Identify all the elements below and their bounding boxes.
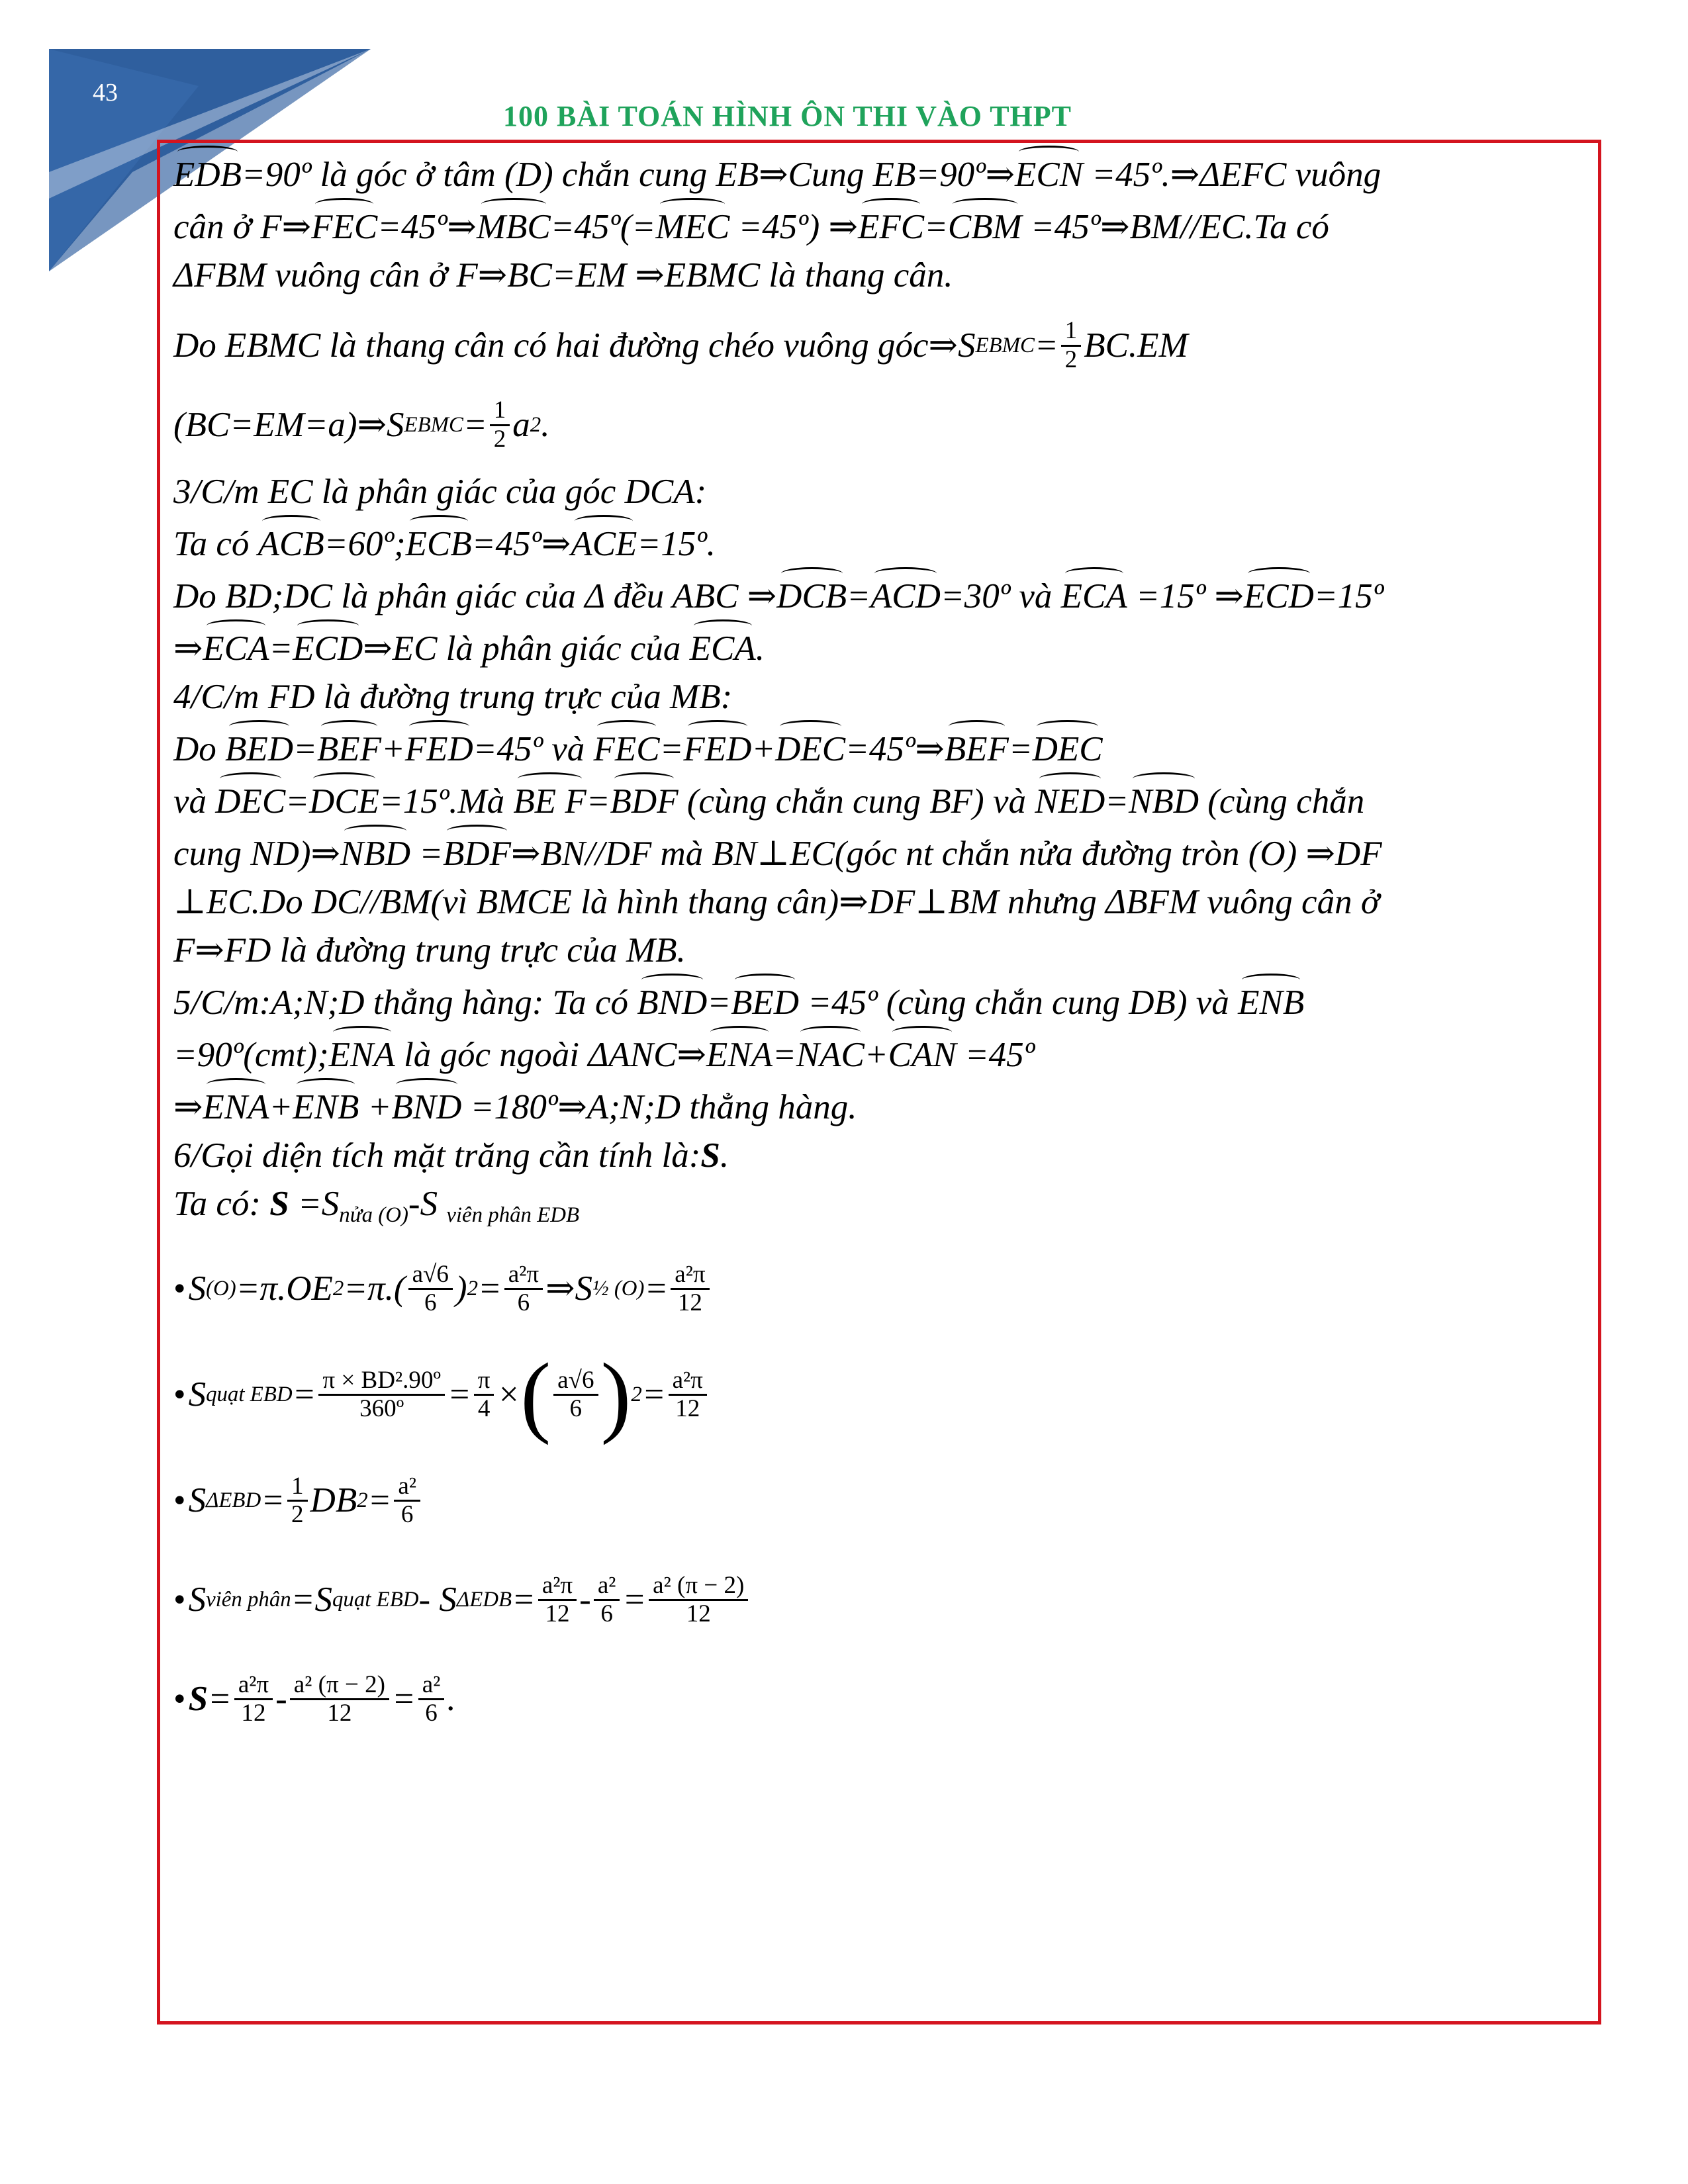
text-line: ΔFBM vuông cân ở F⇒BC=EM ⇒EBMC là thang cân. [173, 256, 953, 295]
text-line: F⇒FD là đường trung trực của MB. [173, 931, 686, 970]
text-line: cân ở F⇒FEC=45º⇒MBC=45º(=MEC =45º) ⇒EFC=CBM =45º⇒BM//EC.Ta có [173, 199, 1577, 251]
text-line: (BC=EM=a)⇒S EBMC = $\frac{1}{2}$ a 2 . [173, 396, 550, 453]
page-number: 43 [93, 79, 118, 107]
text-line: Ta có ACB=60º;ECB=45º⇒ACE=15º. [173, 516, 1577, 569]
formula-segment-area: • S viên phân =S quạt EBD - S ΔEDB = $\frac{\text{a²π}}{12}$ - $\frac{\text{a²}}{6}$ = $\frac{\text{a² (π − 2)}}{12}$ [173, 1551, 1577, 1650]
text-line: Do EBMC là thang cân có hai đường chéo vuông góc⇒S EBMC = $\frac{1}{2}$ BC.EM [173, 316, 1188, 373]
text-line: EDB=90º là góc ở tâm (D) chắn cung EB⇒Cung EB=90º⇒ECN =45º.⇒ΔEFC vuông [173, 147, 1577, 199]
formula-triangle-area: • S ΔEBD = $\frac{1}{2}$ DB 2 = $\frac{\text{a²}}{6}$ [173, 1451, 1577, 1551]
text-line: Ta có: $S =S_{nửa (O)}-S$ $_{viên phân EDB}$ [173, 1185, 580, 1227]
text-line: ⇒ENA+ENB +BND =180º⇒A;N;D thẳng hàng. [173, 1079, 1577, 1132]
text-line: =90º(cmt);ENA là góc ngoài ΔANC⇒ENA=NAC+CAN =45º [173, 1027, 1577, 1079]
formula-lune-area: • S = $\frac{\text{a²π}}{12}$ - $\frac{\text{a² (π − 2)}}{12}$ = $\frac{\text{a²}}{6}$ . [173, 1670, 456, 1727]
solution-text [173, 147, 1577, 1749]
section-heading: 6/Gọi diện tích mặt trăng cần tính là:S. [173, 1136, 729, 1175]
text-line: 5/C/m:A;N;D thẳng hàng: Ta có BND=BED =45º (cùng chắn cung DB) và ENB [173, 975, 1577, 1027]
text-line: cung ND)⇒NBD =BDF⇒BN//DF mà BN⊥EC(góc nt chắn nửa đường tròn (O) ⇒DF [173, 826, 1577, 878]
text-line: ⊥EC.Do DC//BM(vì BMCE là hình thang cân)⇒DF⊥BM nhưng ΔBFM vuông cân ở [173, 883, 1380, 921]
text-line: Do BED=BEF+FED=45º và FEC=FED+DEC=45º⇒BEF=DEC [173, 721, 1577, 774]
formula-sector-area: • S quạt EBD = $\frac{\text{π × BD².90º}}{\text{360º}}$ = $\frac{\pi}{4}$ × ( $\frac{a√6}{6}$ ) 2 = $\frac{\text{a²π}}{12}$ [173, 1339, 1577, 1451]
formula-area-circle: • S (O) =π.OE 2 =π.( $\frac{a√6}{6}$ ) 2 = $\frac{\text{a²π}}{6}$ ⇒S ½ (O) = $\frac{\text{a²π}}{12}$ [173, 1240, 1577, 1339]
text-line: và DEC=DCE=15º.Mà BE F=BDF (cùng chắn cung BF) và NED=NBD (cùng chắn [173, 774, 1577, 826]
header-title: 100 BÀI TOÁN HÌNH ÔN THI VÀO THPT [503, 100, 1072, 132]
section-heading: 3/C/m EC là phân giác của góc DCA: [173, 473, 707, 511]
text-line: ⇒ECA=ECD⇒EC là phân giác của ECA. [173, 621, 1577, 673]
section-heading: 4/C/m FD là đường trung trực của MB: [173, 678, 733, 716]
text-line: Do BD;DC là phân giác của Δ đều ABC ⇒DCB=ACD=30º và ECA =15º ⇒ECD=15º [173, 569, 1577, 621]
